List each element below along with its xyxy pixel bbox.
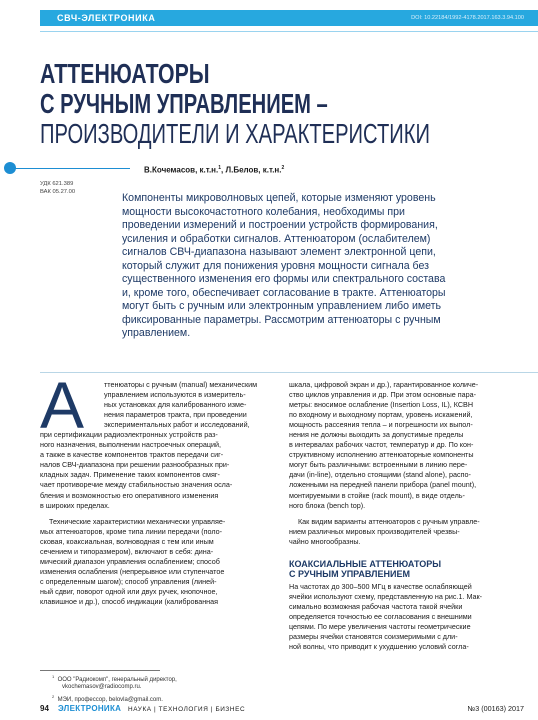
authors xyxy=(144,162,284,177)
abstract-line: который служит для понижения уровня мощности сигнала без xyxy=(122,259,430,272)
drop-cap: А xyxy=(40,368,85,442)
body-line: сечением и типоразмером), включают в себя: дина- xyxy=(40,546,214,556)
body-line: нием различных мировых производителей чрезвы- xyxy=(289,526,460,536)
body-line: нения не должны выходить за допустимые пределы xyxy=(289,430,464,440)
body-line: структивному исполнению аттенюаторные компоненты xyxy=(289,450,474,460)
abstract xyxy=(122,192,512,341)
body-line: определяется точностью ее согласования с внешними xyxy=(289,611,472,621)
body-line: кладных задач. Применение таких компонентов смяг- xyxy=(40,470,220,480)
section-label: СВЧ-ЭЛЕКТРОНИКА xyxy=(57,13,156,23)
body-line: клавишное и др.), способ индикации (калиброванная xyxy=(40,596,219,606)
body-line: экспериментальных работ и исследований, xyxy=(104,420,250,430)
body-line: Технические характеристики механически управляе- xyxy=(49,516,226,526)
body-line: симально возможная рабочая частота такой ячейки xyxy=(289,601,463,611)
article-title-line-2: С РУЧНЫМ УПРАВЛЕНИЕМ – xyxy=(40,88,328,119)
body-line: при сертификации радиоэлектронных устройств раз- xyxy=(40,430,218,440)
body-line: могут быть различными: встроенными в линию пере- xyxy=(289,460,468,470)
body-line: ной волны, что приводит к ухудшению условий согла- xyxy=(289,642,469,652)
abstract-line: Компоненты микроволновых цепей, которые изменяют уровень xyxy=(122,192,436,204)
author-2-mark: 2 xyxy=(281,165,285,171)
abstract-line: сигналов СВЧ-диапазона называют элемент электронной цепи, xyxy=(122,246,436,258)
body-line: ттенюаторы с ручным (manual) механическим xyxy=(104,380,258,389)
footnote-rule xyxy=(40,670,160,671)
body-line: ложенными на передней панели прибора (panel mount), xyxy=(289,480,477,490)
abstract-line: и, кроме того, обеспечивает согласование в тракте. Аттенюаторы xyxy=(122,286,446,299)
body-line: ячейки используют схему, представленную на рис.1. Мак- xyxy=(289,591,483,601)
udk-code: УДК 621.389 xyxy=(40,181,74,187)
abstract-line: существенного изменения его формы или спектрального состава xyxy=(122,273,446,285)
body-line: ство циклов управления и др. При этом основные пара- xyxy=(289,390,477,400)
section-subheading-line-1: КОАКСИАЛЬНЫЕ АТТЕНЮАТОРЫ xyxy=(289,558,442,569)
body-line: нения параметров тракта, при проведении xyxy=(104,410,247,420)
body-line: шкала, цифровой экран и др.), гарантированное количе- xyxy=(289,380,479,389)
body-column-right xyxy=(289,380,525,652)
footnote-1-mark: 1 xyxy=(52,674,55,679)
body-line: в широких пределах. xyxy=(40,500,110,510)
article-title-line-1: АТТЕНЮАТОРЫ xyxy=(40,58,210,89)
abstract-divider xyxy=(40,372,538,373)
body-line: ного блока (bench top). xyxy=(289,500,366,510)
abstract-line: мощности высокочастотного колебания, необходимы при xyxy=(122,205,405,218)
body-line: изменения ослабления (непрерывное или ступенчатое xyxy=(40,566,225,576)
issue-number: №3 (00163) 2017 xyxy=(467,704,524,713)
body-line: по входному и выходному портам, уровень искажений, xyxy=(289,410,473,420)
body-line: метры: вносимое ослабление (Insertion Loss, IL), КСВН xyxy=(289,400,474,410)
body-line: ного назначения, выполнении настроечных операций, xyxy=(40,440,221,450)
body-line: ных установках для калиброванного изме- xyxy=(104,400,247,410)
vak-code: ВАК 05.27.00 xyxy=(40,189,76,195)
body-line: На частотах до 300–500 МГц в качестве ослабляющей xyxy=(289,581,472,591)
abstract-line: проведении измерений и построении устройств формирования, xyxy=(122,219,438,231)
body-line: налов СВЧ-диапазона при решении разнообразных при- xyxy=(40,460,230,470)
classification-codes xyxy=(40,180,75,196)
section-subheading-line-2: С РУЧНЫМ УПРАВЛЕНИЕМ xyxy=(289,569,410,580)
body-line: монтируемыми в стойке (rack mount), в виде отдель- xyxy=(289,490,465,500)
body-line: Как видим варианты аттенюаторов с ручным управле- xyxy=(298,516,480,526)
body-line: мощность рассеяния тепла – и погрешности их выпол- xyxy=(289,420,473,430)
footnote-1-text: ООО "Радиокомп", генеральный директор, xyxy=(57,677,177,683)
article-title-line-3: ПРОИЗВОДИТЕЛИ И ХАРАКТЕРИСТИКИ xyxy=(40,118,430,149)
body-line: ный сдвиг, поворот одной или двух ручек, кнопочное, xyxy=(40,586,218,596)
body-line: в интервалах рабочих частот, температур и др. По кон- xyxy=(289,440,474,450)
footnote-1-line-2: vkochemasov@radiocomp.ru. xyxy=(62,684,142,690)
body-line: сковая, коаксиальная, волноводная с тем или иным xyxy=(40,536,214,546)
author-1-mark: 1 xyxy=(218,165,222,171)
body-line: мический диапазон управления ослаблением; способ xyxy=(40,556,220,566)
journal-tagline: НАУКА | ТЕХНОЛОГИЯ | БИЗНЕС xyxy=(128,706,246,713)
author-2: Л.Белов, к.т.н. xyxy=(225,165,282,175)
abstract-line: могут быть с ручным или электронным управлением либо иметь xyxy=(122,300,442,312)
body-line: мых аттенюаторов, кроме типа линии передачи (поло- xyxy=(40,526,223,536)
author-1: В.Кочемасов, к.т.н. xyxy=(144,165,219,175)
header-divider xyxy=(40,31,538,32)
body-line: размеры ячейки становятся соизмеримыми с дли- xyxy=(289,631,458,641)
journal-name: ЭЛЕКТРОНИКА xyxy=(58,704,122,713)
abstract-line: усиления и обработки сигналов. Аттенюатором (ослабителем) xyxy=(122,232,431,245)
abstract-line: фиксированные параметры. Рассмотрим аттенюаторы с ручным xyxy=(122,313,441,326)
footnote-2-mark: 2 xyxy=(52,694,55,699)
body-line: а также в качестве компонентов трактов передачи сиг- xyxy=(40,450,224,460)
author-marker-dot xyxy=(4,162,16,174)
author-separator: , xyxy=(221,165,226,175)
body-line: дачи (in-line), отдельно стоящими (stand alone), распо- xyxy=(289,470,471,480)
abstract-line: управлением. xyxy=(122,327,191,339)
page-number: 94 xyxy=(40,704,49,713)
footnote-2-text: МЭИ, профессор, belovla@gmail.com. xyxy=(57,697,163,703)
body-line: бления и возможностью его оперативного изменения xyxy=(40,490,219,500)
body-line: чает противоречие между стабильностью значения осла- xyxy=(40,480,233,490)
doi-label: DOI: 10.22184/1992-4178.2017.163.3.94.100 xyxy=(411,15,524,21)
body-line: управлением используются в измеритель- xyxy=(104,390,246,400)
body-line: чайно многообразны. xyxy=(289,536,361,546)
body-line: с определенным шагом); способ управления (линей- xyxy=(40,576,217,586)
author-rule xyxy=(10,168,130,169)
body-line: цепями. По мере увеличения частоты геометрические xyxy=(289,621,471,631)
body-column-left xyxy=(40,380,272,607)
